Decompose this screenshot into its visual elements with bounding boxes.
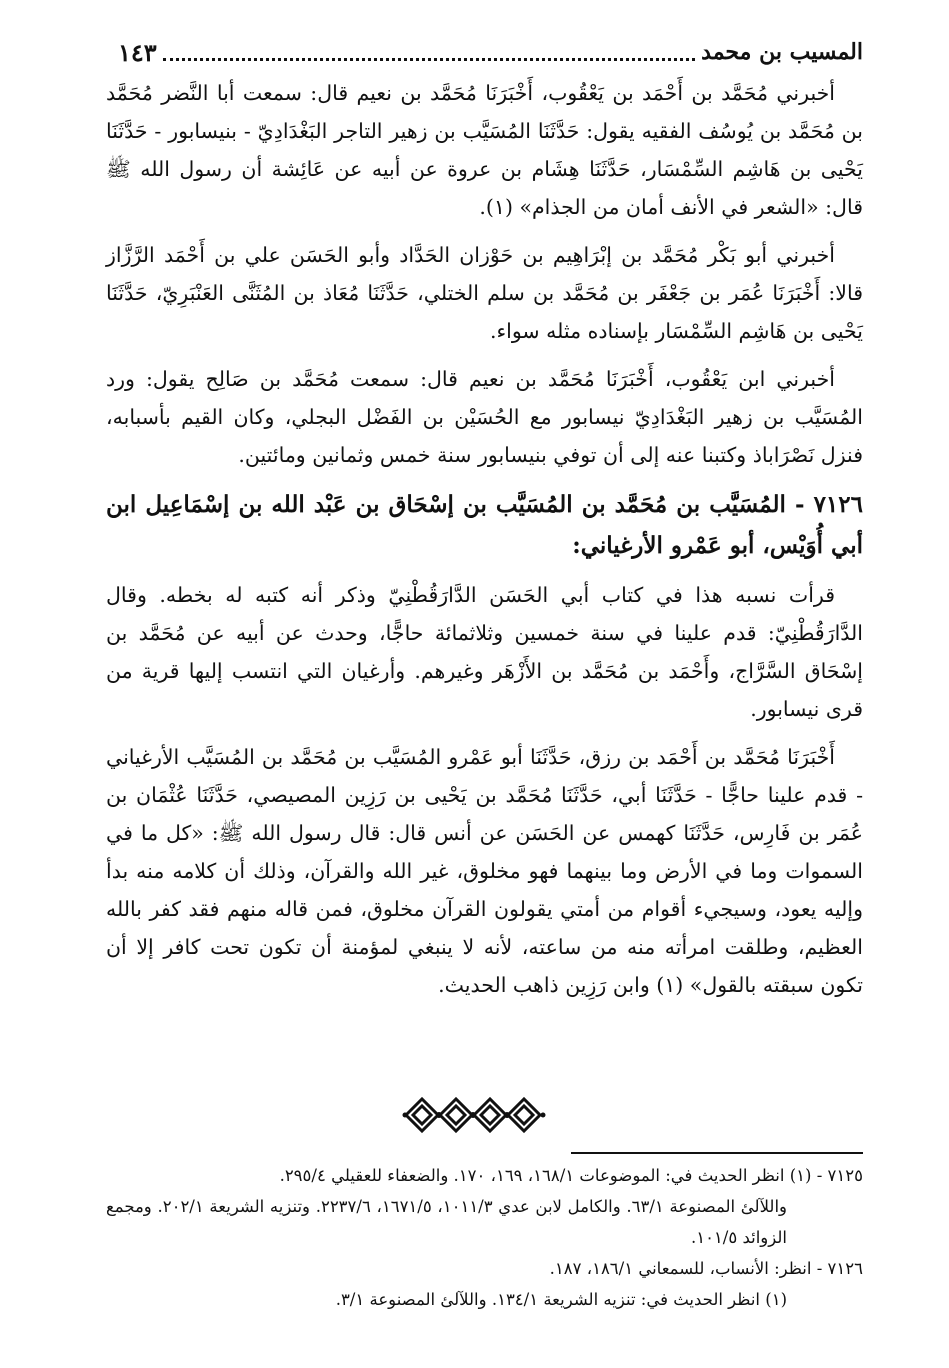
paragraph-2: أخبرني أبو بَكْر مُحَمَّد بن إبْرَاهِيم بن حَوْزان الحَدَّاد وأبو الحَسَن علي بن أَحْمَد الرَّزَّاز قالا: أَخْبَرَنَا عُمَر بن جَعْفَر بن مُحَمَّد بن سلم الختلي، حَدَّثَنَا مُعَاذ بن المُثَنَّى العَنْبَرِيّ، حَدَّثَنَا يَحْيى بن هَاشِم السِّمْسَار بإسناده مثله سواء. bbox=[106, 243, 863, 343]
footnotes bbox=[106, 1152, 863, 1315]
running-title: المسيب بن محمد bbox=[701, 39, 863, 65]
header-dot-leader bbox=[163, 44, 695, 61]
section-ornament bbox=[0, 1092, 949, 1138]
entry-heading: ٧١٢٦ - المُسَيَّب بن مُحَمَّد بن المُسَيَّب بن إسْحَاق بن عَبْد الله بن إسْمَاعِيل ابن أبي أُوَيْس، أبو عَمْرو الأرغياني: bbox=[106, 491, 863, 559]
footnote-7125-line2: واللآلئ المصنوعة ٦٣/١. والكامل لابن عدي ١٠١١/٣، ١٦٧١/٥، ٢٢٣٧/٦. وتنزيه الشريعة ٢٠٢/١. ومجمع الزوائد ١٠١/٥. bbox=[106, 1197, 788, 1247]
page-number: ١٤٣ bbox=[118, 37, 157, 67]
paragraph-1: أخبرني مُحَمَّد بن أَحْمَد بن يَعْقُوب، أَخْبَرَنَا مُحَمَّد بن نعيم قال: سمعت أبا النَّضر مُحَمَّد بن مُحَمَّد بن يُوسُف الفقيه يقول: حَدَّثَنَا المُسَيَّب بن زهير التاجر البَغْدَادِيّ - بنيسابور - حَدَّثَنَا يَحْيى بن هَاشِم السِّمْسَار، حَدَّثَنَا هِشَام بن عروة عن أبيه عن عَائِشة أن رسول الله ﷺ قال: «الشعر في الأنف أمان من الجذام» (١). bbox=[106, 81, 863, 219]
footnote-7125-line1: ٧١٢٥ - (١) انظر الحديث في: الموضوعات ١٦٨/١، ١٦٩، ١٧٠. والضعفاء للعقيلي ٢٩٥/٤. bbox=[279, 1166, 863, 1185]
paragraph-4: قرأت نسبه هذا في كتاب أبي الحَسَن الدَّارَقُطْنِيّ وذكر أنه كتبه له بخطه. وقال الدَّارَقُطْنِيّ: قدم علينا في سنة خمسين وثلاثمائة حاجًّا، وحدث عن أبيه عن مُحَمَّد بن إسْحَاق السَّرَّاج، وأَحْمَد بن مُحَمَّد بن الأَزْهَر وغيرهم. وأرغيان التي انتسب إليها قرية من قرى نيسابور. bbox=[106, 583, 863, 721]
main-text bbox=[106, 74, 863, 1014]
paragraph-5: أَخْبَرَنَا مُحَمَّد بن أَحْمَد بن رزق، حَدَّثَنَا أبو عَمْرو المُسَيَّب بن مُحَمَّد بن المُسَيَّب الأرغياني - قدم علينا حاجًّا - حَدَّثَنَا أبي، حَدَّثَنَا مُحَمَّد بن يَحْيى بن رَزِين المصيصي، حَدَّثَنَا عُثْمَان بن عُمَر بن فَارِس، حَدَّثَنَا كهمس عن الحَسَن عن أنس قال: قال رسول الله ﷺ: «كل ما في السموات وما في الأرض وما بينهما فهو مخلوق، غير الله والقرآن، وذلك أن كلامه منه بدأ وإليه يعود، وسيجيء أقوام من أمتي يقولون القرآن مخلوق، فمن قاله منهم فقد كفر بالله العظيم، وطلقت امرأته منه من ساعته، لأنه لا ينبغي لمؤمنة أن تكون تحت كافر إلا أن تكون سبقته بالقول» (١) وابن رَزِين ذاهب الحديث. bbox=[106, 745, 863, 997]
footnote-7126-1: (١) انظر الحديث في: تنزيه الشريعة ١٣٤/١. واللآلئ المصنوعة ٣/١. bbox=[335, 1290, 787, 1309]
footnote-separator bbox=[571, 1152, 863, 1154]
ornament-divider-icon bbox=[402, 1092, 548, 1138]
paragraph-3: أخبرني ابن يَعْقُوب، أَخْبَرَنَا مُحَمَّد بن نعيم قال: سمعت مُحَمَّد بن صَالِح يقول: ورد المُسَيَّب بن زهير البَغْدَادِيّ نيسابور مع الحُسَيْن بن الفَضْل البجلي، وكان القيم بأسبابه، فنزل نَصْرَاباذ وكتبنا عنه إلى أن توفي بنيسابور سنة خمس وثمانين ومائتين. bbox=[106, 367, 863, 467]
footnote-7126: ٧١٢٦ - انظر: الأنساب، للسمعاني ١٨٦/١، ١٨٧. bbox=[549, 1259, 863, 1278]
running-header bbox=[118, 34, 863, 70]
